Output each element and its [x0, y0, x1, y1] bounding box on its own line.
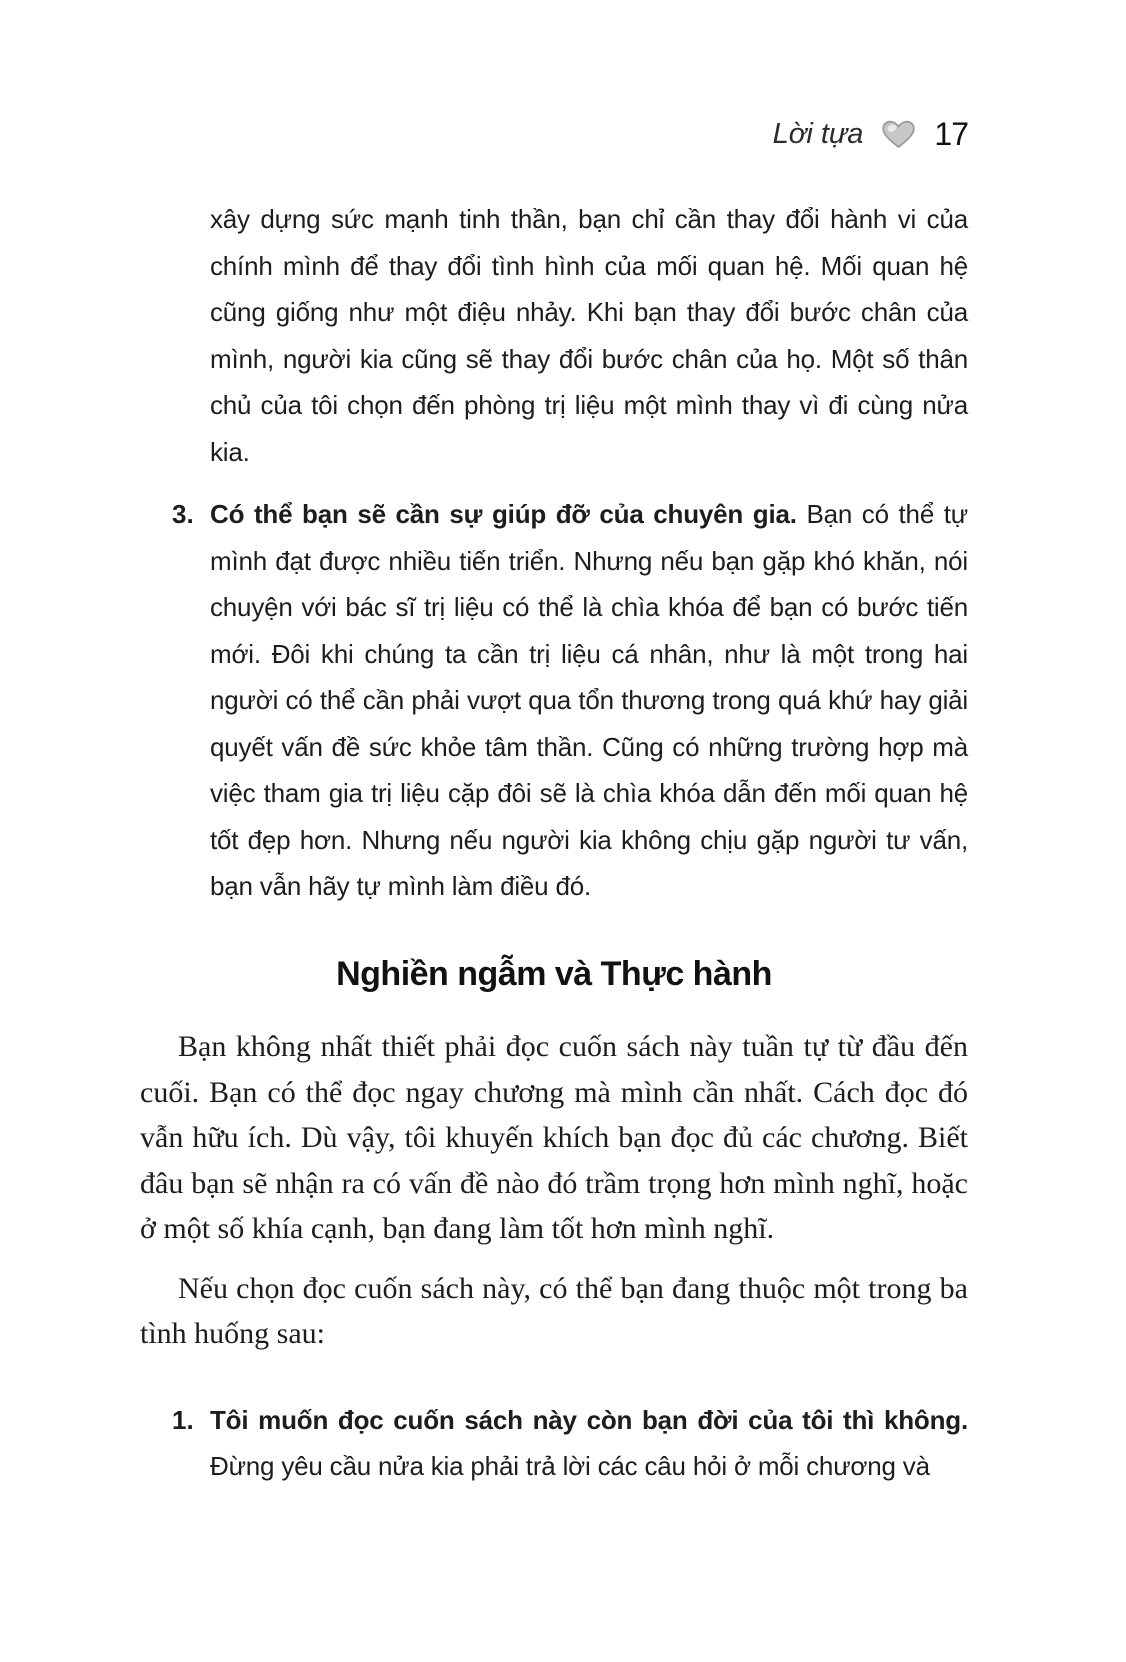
list-item-1 [140, 1397, 968, 1490]
paragraph-three-situations: Nếu chọn đọc cuốn sách này, có thể bạn đang thuộc một trong ba tình huống sau: [140, 1271, 968, 1351]
list-item-3-number: 3. [172, 499, 194, 529]
heart-icon [881, 119, 916, 150]
list-item-1-lead: Tôi muốn đọc cuốn sách này còn bạn đời của tôi thì không. [210, 1404, 968, 1435]
page-content [140, 196, 968, 1490]
list-item-3-lead: Có thể bạn sẽ cần sự giúp đỡ của chuyên gia. [210, 499, 797, 529]
section-title: Lời tựa [772, 117, 864, 150]
page-number: 17 [934, 116, 968, 152]
section-heading: Nghiền ngẫm và Thực hành [336, 954, 772, 993]
list-item-1-number: 1. [172, 1404, 194, 1435]
page-header [140, 118, 968, 150]
paragraph-item2-continuation: xây dựng sức mạnh tinh thần, bạn chỉ cần thay đổi hành vi của chính mình để thay đổi tình hình của mối quan hệ. Mối quan hệ cũng giống như một điệu nhảy. Khi bạn thay đổi bước chân của mình, người kia cũng sẽ thay đổi bước chân của họ. Một số thân chủ của tôi chọn đến phòng trị liệu một mình thay vì đi cùng nửa kia. [210, 204, 968, 467]
paragraph-reading-order: Bạn không nhất thiết phải đọc cuốn sách này tuần tự từ đầu đến cuối. Bạn có thể đọc ngay chương mà mình cần nhất. Cách đọc đó vẫn hữu ích. Dù vậy, tôi khuyến khích bạn đọc đủ các chương. Biết đâu bạn sẽ nhận ra có vấn đề nào đó trầm trọng hơn mình nghĩ, hoặc ở một số khía cạnh, bạn đang làm tốt hơn mình nghĩ. [140, 1030, 968, 1246]
list-item-1-body: Đừng yêu cầu nửa kia phải trả lời các câu hỏi ở mỗi chương và [210, 1451, 930, 1482]
list-item-3 [140, 491, 968, 910]
list-item-3-body: Bạn có thể tự mình đạt được nhiều tiến triển. Nhưng nếu bạn gặp khó khăn, nói chuyện với bác sĩ trị liệu có thể là chìa khóa để bạn có bước tiến mới. Đôi khi chúng ta cần trị liệu cá nhân, như là một trong hai người có thể cần phải vượt qua tổn thương trong quá khứ hay giải quyết vấn đề sức khỏe tâm thần. Cũng có những trường hợp mà việc tham gia trị liệu cặp đôi sẽ là chìa khóa dẫn đến mối quan hệ tốt đẹp hơn. Nhưng nếu người kia không chịu gặp người tư vấn, bạn vẫn hãy tự mình làm điều đó. [210, 499, 968, 901]
list-item-3-text [210, 491, 968, 910]
list-item-1-text [210, 1397, 968, 1490]
